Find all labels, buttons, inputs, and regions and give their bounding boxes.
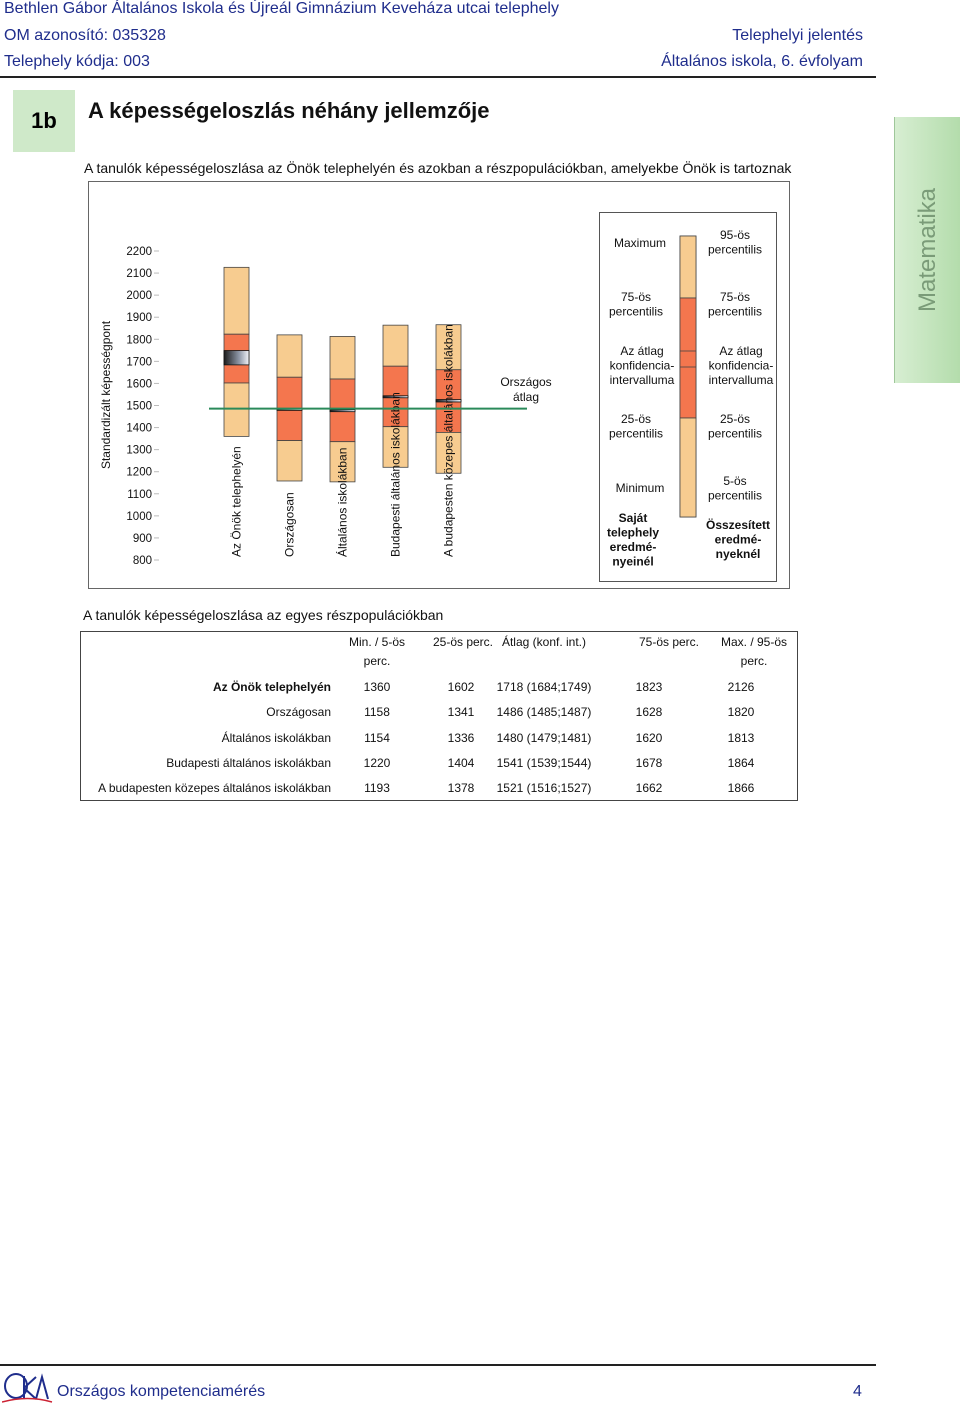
table-cell: 1521 (1516;1527) <box>496 781 592 796</box>
table-cell: 1678 <box>635 755 663 770</box>
table-cell: 1541 (1539;1544) <box>496 755 592 770</box>
table-cell: 1602 <box>447 680 475 694</box>
y-tick-label: 1700 <box>126 356 152 369</box>
box-confidence-interval <box>330 410 355 412</box>
legend-right-p25: percentilis <box>707 426 763 441</box>
national-average-label-2: átlag <box>512 390 540 404</box>
category-label: Általános iskolákban <box>335 447 350 557</box>
legend-right-caption: eredmé- <box>714 532 762 547</box>
box-upper-tail <box>383 325 408 366</box>
table-cell: 1820 <box>727 705 755 720</box>
y-tick-label: 1300 <box>126 444 152 457</box>
table-header <box>494 633 594 652</box>
legend-left-caption: telephely <box>606 525 660 540</box>
y-tick-label: 1900 <box>126 312 152 325</box>
table-row-label: Országosan <box>266 705 331 720</box>
legend-left-caption: Saját <box>618 511 648 525</box>
table-caption: A tanulók képességeloszlása az egyes részpopulációkban <box>83 607 444 623</box>
y-tick-label: 2100 <box>126 268 152 281</box>
table-row-label: A budapesten közepes általános iskolákban <box>98 781 331 796</box>
table-cell: 1193 <box>364 781 390 796</box>
y-tick-label: 800 <box>132 555 152 567</box>
table-header-line: Átlag (konf. int.) <box>501 635 587 649</box>
legend-left-caption: nyeinél <box>612 554 654 569</box>
y-tick-label: 1600 <box>126 378 152 391</box>
legend-bar-total-upper <box>680 236 696 298</box>
y-tick-label: 1400 <box>126 422 152 435</box>
okm-logo <box>2 1371 54 1410</box>
om-id: OM azonosító: 035328 <box>4 27 166 44</box>
legend-right-caption: Összesített <box>705 518 771 532</box>
category-label: Az Önök telephelyén <box>229 446 244 557</box>
statistics-table <box>80 631 798 801</box>
table-cell: 1341 <box>447 705 475 720</box>
table-cell: 1336 <box>447 730 475 745</box>
box-upper-tail <box>224 267 249 334</box>
legend-left-ci: Az átlag <box>620 344 664 358</box>
y-tick-label: 1500 <box>126 400 152 413</box>
site-code: Telephely kódja: 003 <box>4 53 150 70</box>
table-cell: 1378 <box>447 781 475 796</box>
y-tick-label: 1800 <box>126 334 152 347</box>
footer-divider <box>0 1364 876 1366</box>
y-tick-label: 900 <box>132 532 152 545</box>
legend-right-p25: 25-ös <box>719 412 751 426</box>
legend-left-bottom: Minimum <box>615 481 665 495</box>
subject-label: Matematika <box>914 187 941 313</box>
okm-logo-icon <box>2 1371 54 1405</box>
legend-graphic <box>600 213 776 581</box>
y-tick-label: 1200 <box>126 466 152 479</box>
legend-right-bottom: 5-ös <box>723 474 747 488</box>
y-tick-label: 2200 <box>126 246 152 258</box>
y-axis-label: Standardizált képességpont <box>99 320 113 470</box>
legend-left-p75: percentilis <box>608 304 664 319</box>
legend-bar-total-lower <box>680 418 696 517</box>
table-header-line: perc. <box>740 654 768 668</box>
table-header-line: 25-ös perc. <box>432 635 494 649</box>
box-lower-tail <box>224 383 249 436</box>
legend-ci-mark <box>680 351 696 367</box>
footer-text: Országos kompetenciamérés <box>57 1383 266 1400</box>
legend-left-p75: 75-ös <box>620 290 652 304</box>
legend-left-ci: intervalluma <box>609 373 675 387</box>
table-header <box>327 633 427 671</box>
national-average-label-1: Országos <box>500 375 552 389</box>
category-label: Országosan <box>282 492 297 557</box>
header-divider <box>0 76 876 78</box>
y-tick-label: 2000 <box>126 290 152 303</box>
section-number-badge <box>13 90 75 152</box>
y-tick-label: 1100 <box>127 488 152 501</box>
table-cell: 1662 <box>635 781 663 796</box>
table-header <box>704 633 804 671</box>
grade-label: Általános iskola, 6. évfolyam <box>661 53 863 70</box>
chart-legend <box>599 212 777 582</box>
page-number: 4 <box>853 1383 862 1400</box>
table-header-line: 75-ös perc. <box>638 635 700 649</box>
table-cell: 2126 <box>727 680 755 694</box>
table-row-label: Általános iskolákban <box>221 730 331 745</box>
box-lower-tail <box>277 441 302 481</box>
legend-left-p25: 25-ös <box>620 412 652 426</box>
report-type: Telephelyi jelentés <box>732 27 863 44</box>
table-cell: 1823 <box>635 680 663 694</box>
table-header-line: perc. <box>363 654 391 668</box>
legend-right-p75: percentilis <box>707 304 763 319</box>
legend-right-ci: Az átlag <box>719 344 763 358</box>
legend-right-top: percentilis <box>707 242 763 257</box>
table-cell: 1620 <box>635 730 663 745</box>
chart-caption: A tanulók képességeloszlása az Önök telephelyén és azokban a részpopulációkban, amelyekbe Önök is tartoznak <box>84 160 792 176</box>
table-cell: 1866 <box>727 781 755 796</box>
table-cell: 1360 <box>363 680 391 694</box>
table-cell: 1813 <box>727 730 755 745</box>
legend-left-ci: konfidencia- <box>609 358 675 373</box>
legend-right-ci: konfidencia- <box>708 358 774 373</box>
table-cell: 1154 <box>364 730 390 745</box>
legend-left-p25: percentilis <box>608 426 664 441</box>
section-number: 1b <box>31 108 57 133</box>
table-cell: 1404 <box>447 755 475 770</box>
table-row-label: Budapesti általános iskolákban <box>166 755 331 770</box>
table-row-label: Az Önök telephelyén <box>212 680 331 694</box>
legend-right-bottom: percentilis <box>707 488 763 503</box>
table-cell: 1220 <box>363 755 391 770</box>
category-label: A budapesten közepes általános iskolákban <box>441 324 456 557</box>
legend-left-top: Maximum <box>613 236 667 250</box>
subject-tab <box>894 117 960 383</box>
legend-right-p75: 75-ös <box>719 290 751 304</box>
table-cell: 1158 <box>364 705 390 720</box>
table-header-line: Max. / 95-ös <box>720 635 788 649</box>
table-header-line: Min. / 5-ös <box>348 635 405 649</box>
table-cell: 1628 <box>635 705 663 720</box>
box-upper-tail <box>277 335 302 377</box>
legend-right-top: 95-ös <box>719 228 751 242</box>
table-cell: 1480 (1479;1481) <box>496 730 592 745</box>
category-label: Budapesti általános iskolákban <box>388 392 403 557</box>
legend-right-caption: nyeknél <box>715 547 761 561</box>
table-cell: 1486 (1485;1487) <box>496 705 592 720</box>
box-confidence-interval <box>224 351 249 365</box>
legend-left-caption: eredmé- <box>609 540 657 554</box>
y-tick-label: 1000 <box>126 510 152 523</box>
box-upper-tail <box>330 336 355 379</box>
section-title: A képességeloszlás néhány jellemzője <box>88 98 490 123</box>
legend-right-ci: intervalluma <box>708 373 774 387</box>
table-cell: 1718 (1684;1749) <box>496 680 592 694</box>
table-cell: 1864 <box>727 755 755 770</box>
school-name: Bethlen Gábor Általános Iskola és Újreál Gimnázium Keveháza utcai telephely <box>4 0 559 17</box>
